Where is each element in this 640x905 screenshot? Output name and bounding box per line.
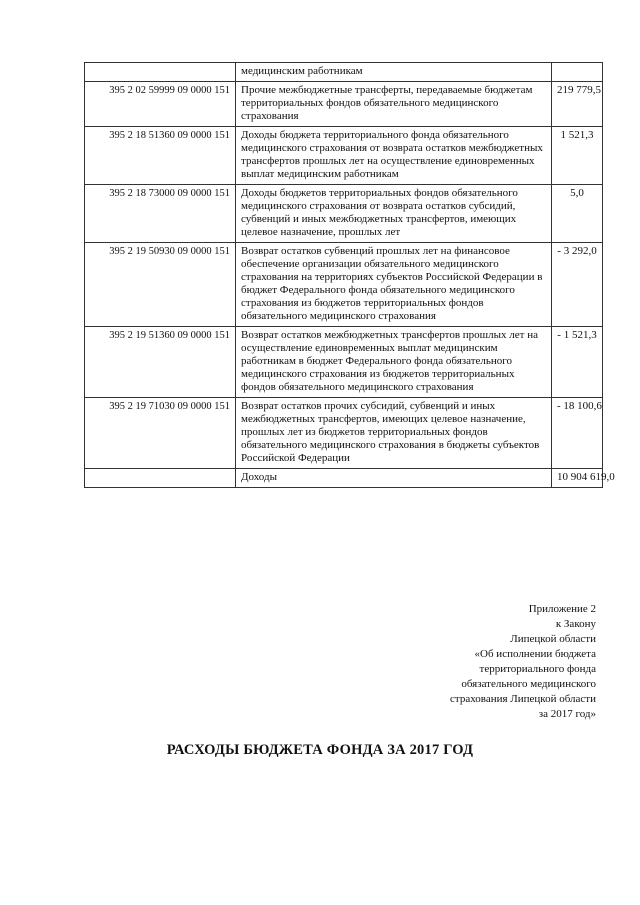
income-amount: 1 521,3 — [552, 127, 603, 185]
income-amount: - 3 292,0 — [552, 243, 603, 327]
table-row — [85, 398, 603, 469]
table-row — [85, 127, 603, 185]
section-heading: РАСХОДЫ БЮДЖЕТА ФОНДА ЗА 2017 ГОД — [166, 742, 474, 758]
table-row — [85, 63, 603, 82]
appendix-line: обязательного медицинского — [461, 678, 596, 690]
budget-code: 395 2 19 71030 09 0000 151 — [85, 398, 236, 469]
income-amount: - 1 521,3 — [552, 327, 603, 398]
budget-code: 395 2 18 51360 09 0000 151 — [85, 127, 236, 185]
total-amount: 10 904 619,0 — [552, 469, 603, 488]
budget-code: 395 2 18 73000 09 0000 151 — [85, 185, 236, 243]
appendix-line: Приложение 2 — [528, 603, 596, 615]
appendix-line: страхования Липецкой области — [450, 693, 596, 705]
budget-code: 395 2 19 50930 09 0000 151 — [85, 243, 236, 327]
appendix-line: Липецкой области — [510, 633, 596, 645]
table-row — [85, 82, 603, 127]
income-description: Возврат остатков межбюджетных трансфертов прошлых лет на осуществление единовременных выплат медицинским работникам в бюджет Федерального фонда обязательного медицинского страхования из бюджетов территориальных фондов обязательного медицинского страхования — [236, 327, 552, 398]
income-description: Возврат остатков прочих субсидий, субвенций и иных межбюджетных трансфертов, имеющих целевое назначение, прошлых лет из бюджетов территориальных фондов обязательного медицинского страхования в бюджеты субъектов Российской Федерации — [236, 398, 552, 469]
income-description: Возврат остатков субвенций прошлых лет на финансовое обеспечение организации обязательного медицинского страхования на территориях субъектов Российской Федерации в бюджет Федерального фонда обязательного медицинского страхования из бюджетов территориальных фондов обязательного медицинского страхования — [236, 243, 552, 327]
budget-code — [85, 469, 236, 488]
appendix-reference — [450, 602, 596, 722]
income-description: Доходы бюджетов территориальных фондов обязательного медицинского страхования от возврата остатков субсидий, субвенций и иных межбюджетных трансфертов, имеющих целевое назначение, прошлых лет — [236, 185, 552, 243]
budget-code: 395 2 19 51360 09 0000 151 — [85, 327, 236, 398]
appendix-line: за 2017 год» — [538, 708, 596, 720]
income-amount: 219 779,5 — [552, 82, 603, 127]
appendix-line: «Об исполнении бюджета — [474, 648, 596, 660]
income-amount: 5,0 — [552, 185, 603, 243]
income-description: Доходы бюджета территориального фонда обязательного медицинского страхования от возврата остатков межбюджетных трансфертов прошлых лет на осуществление единовременных выплат медицинским работникам — [236, 127, 552, 185]
budget-code: 395 2 02 59999 09 0000 151 — [85, 82, 236, 127]
table-row — [85, 243, 603, 327]
budget-income-table — [84, 62, 615, 488]
total-row — [85, 469, 603, 488]
income-description: Прочие межбюджетные трансферты, передаваемые бюджетам территориальных фондов обязательного медицинского страхования — [236, 82, 552, 127]
table-row — [85, 185, 603, 243]
income-amount: - 18 100,6 — [552, 398, 603, 469]
budget-code — [85, 63, 236, 82]
income-amount — [552, 63, 603, 82]
total-label: Доходы — [236, 469, 552, 488]
appendix-line: к Закону — [555, 618, 596, 630]
table-row — [85, 327, 603, 398]
appendix-line: территориального фонда — [479, 663, 596, 675]
income-description: медицинским работникам — [236, 63, 552, 82]
